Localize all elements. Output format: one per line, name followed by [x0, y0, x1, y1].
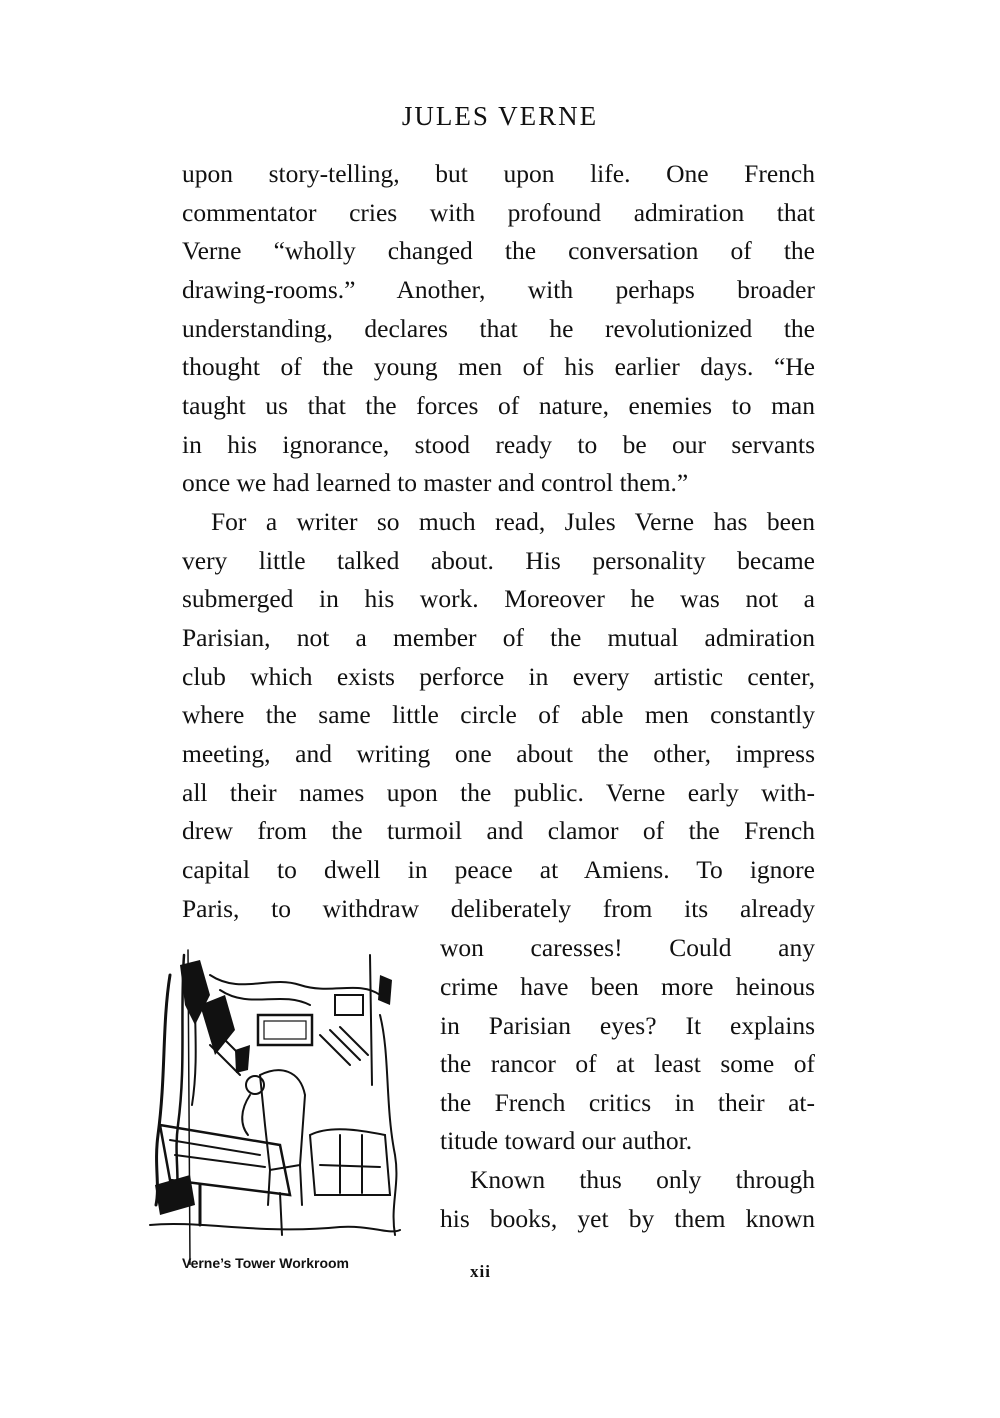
text-line: commentator cries with profound admiration that [182, 198, 815, 227]
text-line: very little talked about. His personality became [182, 546, 815, 575]
text-line: Parisian, not a member of the mutual admiration [182, 623, 815, 652]
text-line: drew from the turmoil and clamor of the French [182, 816, 815, 845]
text-line: For a writer so much read, Jules Verne has been [211, 507, 815, 536]
text-line: titude toward our author. [440, 1126, 693, 1155]
text-line: understanding, declares that he revolutionized the [182, 314, 815, 343]
text-line: won caresses! Could any [440, 933, 815, 962]
text-line: Known thus only through [470, 1165, 815, 1194]
text-line: upon story-telling, but upon life. One French [182, 159, 815, 188]
running-head: JULES VERNE [401, 101, 599, 131]
text-line: submerged in his work. Moreover he was not a [182, 584, 815, 613]
text-line: his books, yet by them known [440, 1204, 815, 1233]
text-line: thought of the young men of his earlier days. “He [182, 352, 815, 381]
text-line: Paris, to withdraw deliberately from its already [182, 894, 815, 923]
figure-caption: Verne’s Tower Workroom [182, 1255, 350, 1271]
page-number: xii [470, 1262, 491, 1281]
text-line: club which exists perforce in every artistic center, [182, 662, 815, 691]
text-line: taught us that the forces of nature, enemies to man [182, 391, 815, 420]
text-line: in Parisian eyes? It explains [440, 1011, 815, 1040]
text-line: in his ignorance, stood ready to be our servants [182, 430, 815, 459]
text-line: Verne “wholly changed the conversation of the [182, 236, 815, 265]
text-line: capital to dwell in peace at Amiens. To ignore [182, 855, 815, 884]
workroom-illustration [140, 935, 420, 1265]
text-line: the rancor of at least some of [440, 1049, 815, 1078]
text-line: the French critics in their at- [440, 1088, 815, 1117]
text-line: drawing-rooms.” Another, with perhaps broader [182, 275, 815, 304]
text-line: meeting, and writing one about the other, impress [182, 739, 815, 768]
text-line: crime have been more heinous [440, 972, 815, 1001]
text-line: where the same little circle of able men constantly [182, 700, 815, 729]
text-line: all their names upon the public. Verne early with- [182, 778, 815, 807]
text-line: once we had learned to master and control them.” [182, 468, 689, 497]
